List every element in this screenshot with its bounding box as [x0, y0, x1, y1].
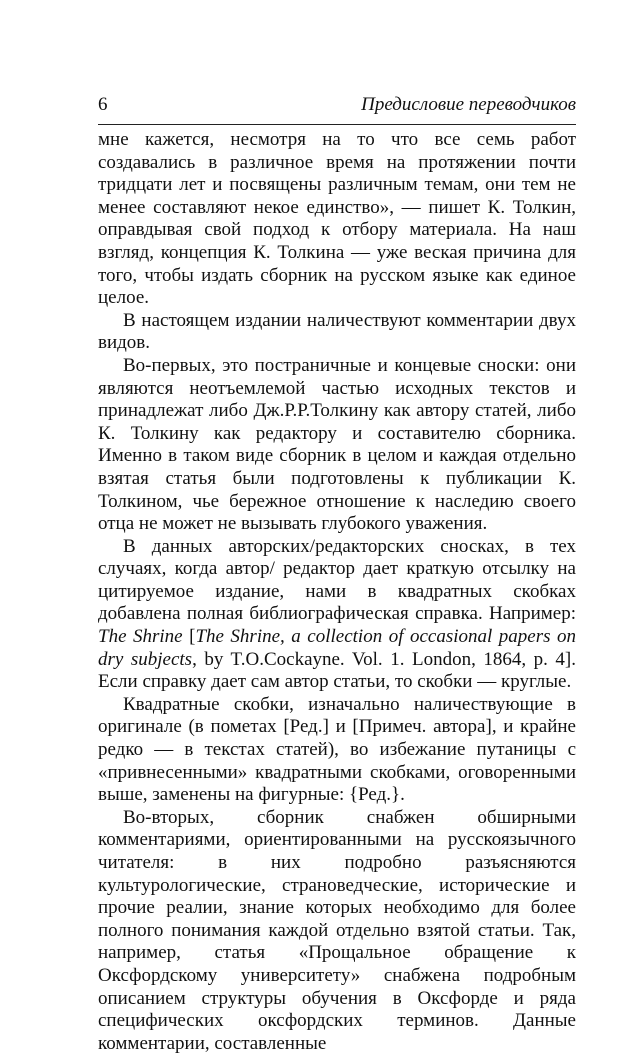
- paragraph-4-text-3: , by T.O.Cockayne. Vol. 1. London, 1864, p. 4]. Если справку дает сам автор статьи, то скобки — круглые.: [98, 648, 577, 693]
- citation-full-title: The Shrine, a collection of occasional papers on dry subjects: [98, 626, 577, 670]
- body-text: [98, 129, 576, 1055]
- paragraph-6: Во-вторых, сборник снабжен обширными комментариями, ориентированными на русскоязычного читателя: в них подробно разъясняются культурологические, страноведческие, исторические и прочие реалии, знание которых необходимо для более полного понимания каждой отдельно взятой статьи. Так, например, статья «Прощальное обращение к Оксфордскому университету» снабжена подробным описанием структуры обучения в Оксфорде и ряда специфических оксфордских терминов. Данные комментарии, составленные: [98, 806, 576, 1054]
- page-number: 6: [98, 94, 108, 115]
- paragraph-3: Во-первых, это постраничные и концевые сноски: они являются неотъемлемой частью исходных текстов и принадлежат либо Дж.Р.Р.Толкину как автору статей, либо К. Толкину как редактору и составителю сборника. Именно в таком виде сборник в целом и каждая отдельно взятая статья были подготовлены к публикации К. Толкином, чье бережное отношение к наследию своего отца не может не вызывать глубокого уважения.: [98, 354, 576, 535]
- citation-short-title: The Shrine: [98, 626, 183, 648]
- paragraph-5: Квадратные скобки, изначально наличествующие в оригинале (в пометах [Ред.] и [Примеч. автора], и крайне редко — в текстах статей), во избежание путаницы с «привнесенными» квадратными скобками, оговоренными выше, заменены на фигурные: {Ред.}.: [98, 693, 576, 806]
- paragraph-1: мне кажется, несмотря на то что все семь работ создавались в различное время на протяжении почти тридцати лет и посвящены различным темам, они тем не менее составляют некое единство», — пишет К. Толкин, оправдывая свой подход к отбору материала. На наш взгляд, концепция К. Толкина — уже веская причина для того, чтобы издать сборник на русском языке как единое целое.: [98, 129, 576, 309]
- paragraph-4-text-1: В данных авторских/редакторских сносках, в тех случаях, когда автор/ редактор дает краткую отсылку на цитируемое издание, нами в квадратных скобках добавлена полная библиографическая справка. Например:: [98, 535, 576, 625]
- running-header-title: Предисловие переводчиков: [361, 94, 576, 115]
- paragraph-4-text-2: [: [182, 626, 196, 648]
- running-header: [98, 90, 576, 125]
- paragraph-4: [98, 536, 576, 694]
- paragraph-2: В настоящем издании наличествуют комментарии двух видов.: [98, 309, 576, 354]
